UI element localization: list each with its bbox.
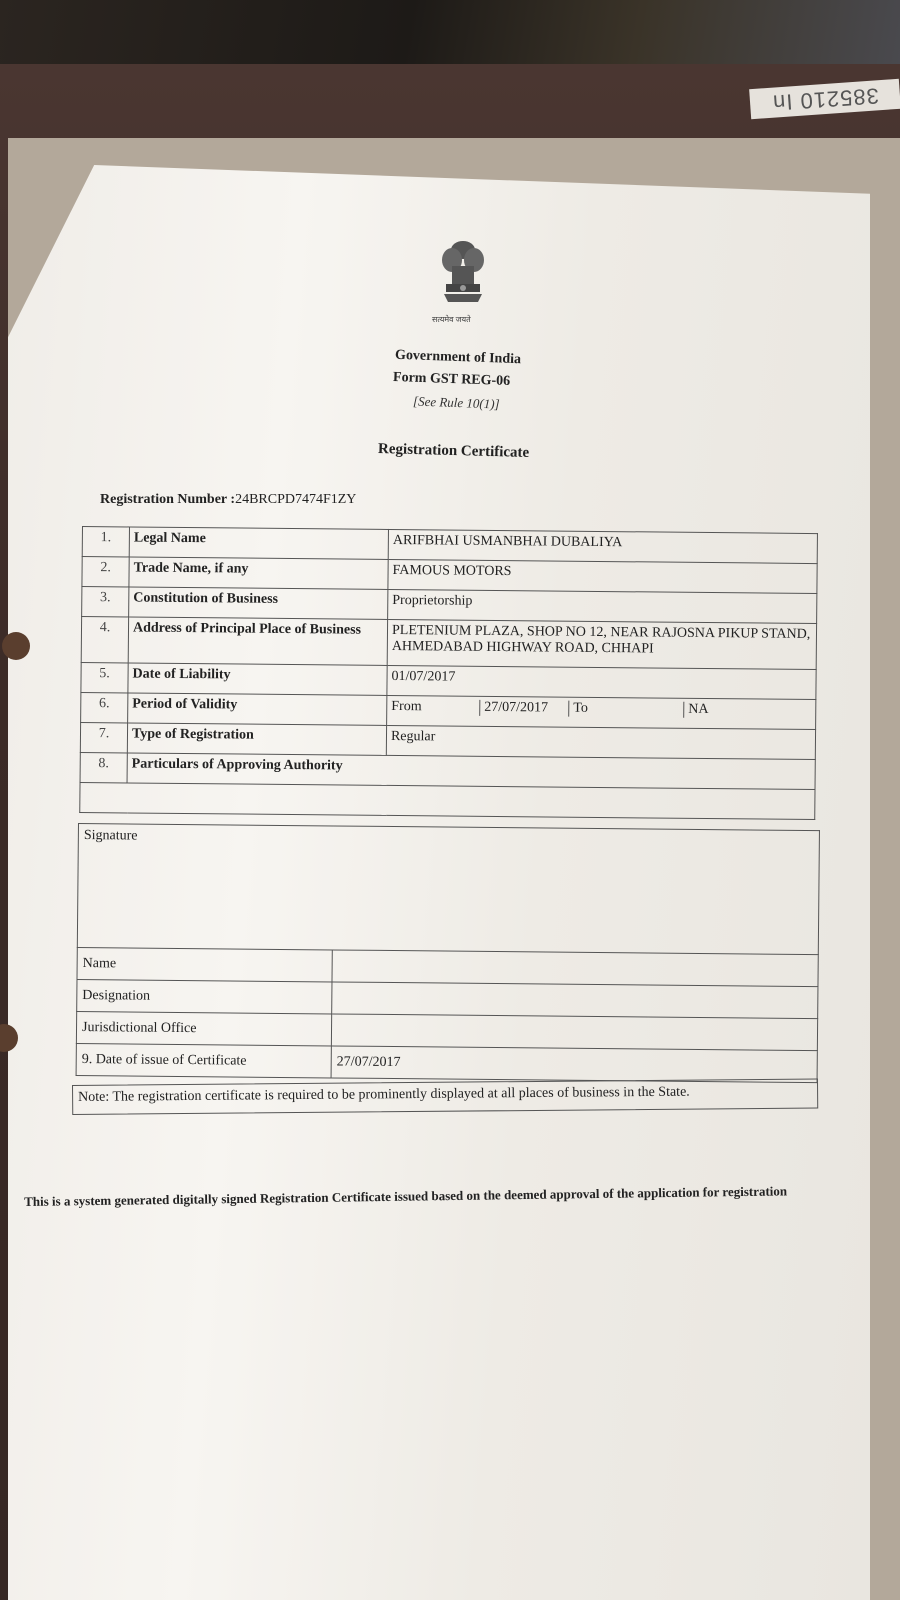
table-row [81, 617, 816, 670]
table-row [80, 782, 815, 819]
row-label: Constitution of Business [129, 587, 388, 619]
form-heading: Form GST REG-06 [392, 369, 511, 390]
registration-details-table [79, 526, 818, 820]
row-number: 8. [80, 752, 127, 782]
validity-period [387, 695, 816, 729]
rule-reference: [See Rule 10(1)] [412, 393, 500, 412]
row-number: 2. [82, 557, 129, 587]
constitution-value: Proprietorship [388, 589, 817, 623]
approving-authority-table [76, 823, 820, 1083]
row-label: Type of Registration [127, 723, 386, 755]
issue-date-label: 9. Date of issue of Certificate [76, 1043, 331, 1077]
government-heading: Government of India [394, 347, 522, 368]
registration-number [100, 492, 356, 508]
emblem-motto: सत्यमेव जयते [432, 315, 471, 324]
signature-cell [77, 824, 819, 955]
certificate-title: Registration Certificate [377, 441, 530, 461]
registration-number-label: Registration Number : [100, 492, 236, 507]
validity-from-value: 27/07/2017 [480, 700, 569, 717]
row-number: 3. [82, 587, 129, 617]
frame-tag: 385210 In [749, 79, 900, 119]
row-label: Period of Validity [128, 693, 387, 725]
jurisdictional-office-value [331, 1014, 817, 1051]
row-number: 7. [80, 722, 127, 752]
liability-date-value: 01/07/2017 [387, 665, 816, 699]
system-generated-notice: This is a system generated digitally signed Registration Certificate issued based on the deemed approval of the application for registration [24, 1183, 788, 1209]
row-label: Address of Principal Place of Business [128, 617, 387, 665]
row-label: Particulars of Approving Authority [127, 753, 815, 790]
display-note: Note: The registration certificate is required to be prominently displayed at all places of business in the State. [72, 1078, 818, 1115]
legal-name-value: ARIFBHAI USMANBHAI DUBALIYA [388, 529, 817, 563]
issue-date-value: 27/07/2017 [331, 1046, 817, 1083]
designation-label: Designation [77, 979, 332, 1013]
ashoka-emblem-icon [438, 236, 488, 308]
registration-type-value: Regular [386, 725, 815, 759]
validity-from-label: From [387, 699, 480, 716]
row-label: Date of Liability [128, 663, 387, 695]
authority-name-label: Name [77, 947, 332, 981]
validity-to-label: To [569, 701, 684, 718]
row-number: 6. [81, 692, 128, 722]
validity-to-value: NA [688, 701, 709, 718]
row-label: Trade Name, if any [129, 557, 388, 589]
address-value: PLETENIUM PLAZA, SHOP NO 12, NEAR RAJOSNA PIKUP STAND, AHMEDABAD HIGHWAY ROAD, CHHAPI [387, 619, 816, 669]
signature-label: Signature [83, 828, 138, 844]
punch-hole [2, 632, 30, 660]
row-number: 5. [81, 662, 128, 692]
trade-name-value: FAMOUS MOTORS [388, 559, 817, 593]
row-number: 4. [81, 617, 128, 663]
row-label: Legal Name [129, 527, 388, 559]
designation-value [332, 982, 818, 1019]
registration-number-value: 24BRCPD7474F1ZY [235, 492, 357, 507]
jurisdictional-office-label: Jurisdictional Office [76, 1011, 331, 1045]
blank-row [80, 782, 815, 819]
authority-name-value [332, 950, 818, 987]
row-number: 1. [82, 527, 129, 557]
